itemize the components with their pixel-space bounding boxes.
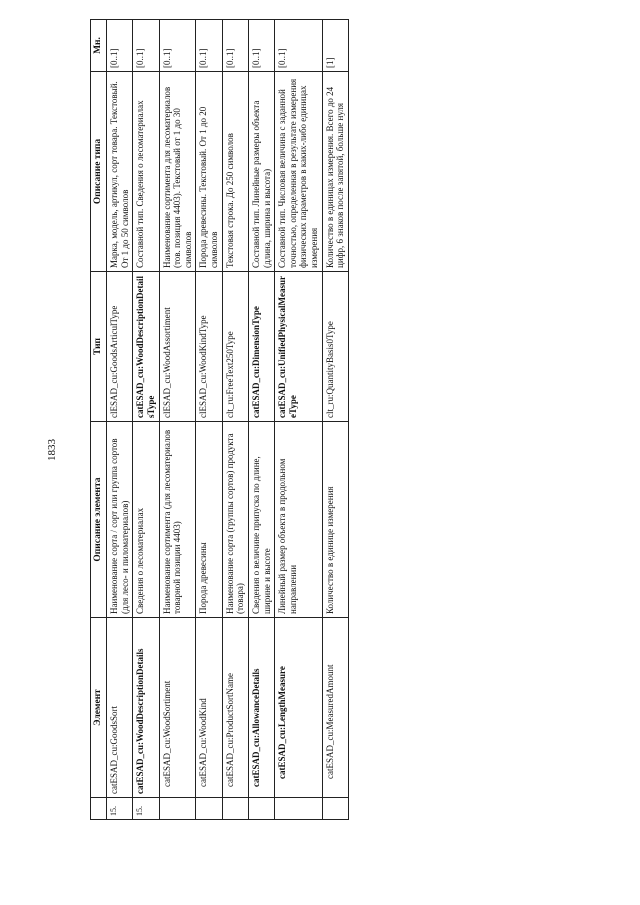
element-name: catESAD_cu:MeasuredAmount — [322, 618, 348, 798]
table-body — [107, 20, 349, 820]
multiplicity: [0..1] — [248, 20, 274, 72]
type-name: catESAD_cu:WoodDescriptionDetailsType — [133, 272, 159, 422]
type-description: Порода древесины. Текстовый. От 1 до 20 символов — [196, 72, 222, 272]
element-description: Порода древесины — [196, 422, 222, 618]
multiplicity: [0..1] — [107, 20, 133, 72]
type-name: clt_ru:QuantityBasis0Type — [322, 272, 348, 422]
element-name: catESAD_cu:GoodsSort — [107, 618, 133, 798]
row-number — [159, 798, 196, 820]
row-number — [322, 798, 348, 820]
type-description: Составной тип. Числовая величина с заданной точностью, определенная в результате измерения физических параметров в каких-либо единицах измерения — [275, 72, 322, 272]
type-description: Составной тип. Сведения о лесоматериалах — [133, 72, 159, 272]
element-name: catESAD_cu:WoodKind — [196, 618, 222, 798]
element-name: catESAD_cu:WoodSortiment — [159, 618, 196, 798]
row-number: 15. — [107, 798, 133, 820]
type-name: clESAD_cu:WoodAssortiment — [159, 272, 196, 422]
header-num — [91, 798, 107, 820]
type-name: clt_ru:FreeText250Type — [222, 272, 248, 422]
element-description: Наименование сортимента (для лесоматериалов товарной позиции 4403) — [159, 422, 196, 618]
element-name: catESAD_cu:WoodDescriptionDetails — [133, 618, 159, 798]
table-row — [196, 20, 222, 820]
header-element-description: Описание элемента — [91, 422, 107, 618]
table-row — [275, 20, 322, 820]
multiplicity: [0..1] — [159, 20, 196, 72]
type-description: Количество в единицах измерения. Всего до 24 цифр, 6 знаков после запятой, больше нуля — [322, 72, 348, 272]
rotated-table-area — [90, 20, 610, 820]
type-name: catESAD_cu:UnifiedPhysicalMeasureType — [275, 272, 322, 422]
table-row — [133, 20, 159, 820]
row-number — [275, 798, 322, 820]
multiplicity: [0..1] — [196, 20, 222, 72]
multiplicity: [1] — [322, 20, 348, 72]
element-description: Количество в единице измерения — [322, 422, 348, 618]
row-number — [248, 798, 274, 820]
element-description: Наименование сорта / сорт или группа сортов (для лесо- и пиломатериалов) — [107, 422, 133, 618]
table-row — [159, 20, 196, 820]
page-number: 1833 — [46, 439, 58, 461]
element-description: Линейный размер объекта в продольном направлении — [275, 422, 322, 618]
type-name: clESAD_cu:GoodsArticulType — [107, 272, 133, 422]
table-row — [222, 20, 248, 820]
header-element: Элемент — [91, 618, 107, 798]
type-description: Наименование сортимента для лесоматериалов (тов. позиция 4403). Текстовый от 1 до 30 символов — [159, 72, 196, 272]
element-spec-table — [90, 19, 349, 820]
type-description: Марка, модель, артикул, сорт товара. Текстовый. От 1 до 50 символов — [107, 72, 133, 272]
element-name: catESAD_cu:ProductSortName — [222, 618, 248, 798]
multiplicity: [0..1] — [222, 20, 248, 72]
type-description: Составной тип. Линейные размеры объекта (длина, ширина и высота) — [248, 72, 274, 272]
element-name: catESAD_cu:AllowanceDetails — [248, 618, 274, 798]
table-row — [322, 20, 348, 820]
multiplicity: [0..1] — [133, 20, 159, 72]
element-description: Сведения о величине припуска по длине, ширине и высоте — [248, 422, 274, 618]
row-number — [196, 798, 222, 820]
element-name: catESAD_cu:LengthMeasure — [275, 618, 322, 798]
type-name: clESAD_cu:WoodKindType — [196, 272, 222, 422]
row-number — [222, 798, 248, 820]
table-header-row — [91, 20, 107, 820]
element-description: Наименование сорта (группы сортов) продукта (товара) — [222, 422, 248, 618]
row-number: 15. — [133, 798, 159, 820]
header-multiplicity: Мн. — [91, 20, 107, 72]
multiplicity: [0..1] — [275, 20, 322, 72]
type-name: catESAD_cu:DimensionType — [248, 272, 274, 422]
type-description: Текстовая строка. До 250 символов — [222, 72, 248, 272]
element-description: Сведения о лесоматериалах — [133, 422, 159, 618]
table-row — [107, 20, 133, 820]
table-row — [248, 20, 274, 820]
header-type-description: Описание типа — [91, 72, 107, 272]
header-type: Тип — [91, 272, 107, 422]
rotated-table-wrapper — [90, 20, 610, 820]
